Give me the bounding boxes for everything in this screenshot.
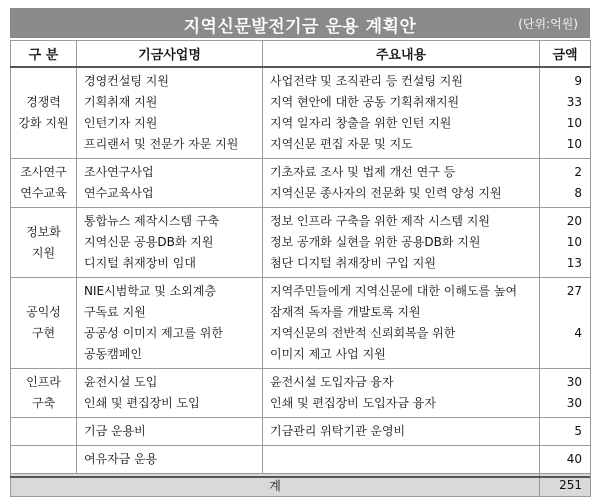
content-text: 지역 현안에 대한 공동 기획취재지원: [270, 95, 460, 109]
amount-value: 2: [574, 165, 582, 179]
total-amount: 251: [540, 474, 591, 497]
content-cell: [263, 278, 540, 369]
amount-value: 8: [574, 186, 582, 200]
group-row: [11, 278, 591, 369]
project-name: 경영컨설팅 지원: [84, 74, 169, 88]
simple-row: [11, 418, 591, 446]
content-text: 기금관리 위탁기관 운영비: [270, 424, 406, 438]
amount-cell: [540, 159, 591, 208]
amount-cell: [540, 208, 591, 278]
amount-value: 40: [566, 452, 582, 466]
project-cell: [77, 208, 263, 278]
project-name: 기금 운용비: [84, 424, 146, 438]
amount-cell: [540, 446, 591, 474]
content-text: 잠재적 독자를 개발토록 지원: [270, 305, 421, 319]
amount-value: 10: [566, 137, 582, 151]
project-name: 연수교육사업: [84, 186, 154, 200]
amount-spacer: [540, 302, 582, 323]
project-cell: [77, 418, 263, 446]
total-label: 계: [11, 474, 540, 497]
title-bar: [10, 8, 590, 38]
project-name: 공동캠페인: [84, 347, 142, 361]
category-label: 지원: [31, 245, 56, 260]
content-cell: [263, 369, 540, 418]
category-label: 구현: [31, 326, 56, 340]
content-cell: [263, 67, 540, 159]
bottom-rule: [10, 476, 590, 478]
content-text: 사업전략 및 조직관리 등 컨설팅 지원: [270, 74, 463, 88]
project-name: NIE시범학교 및 소외계층: [84, 284, 217, 298]
group-row: [11, 159, 591, 208]
content-text: 정보 인프라 구축을 위한 제작 시스템 지원: [270, 214, 490, 228]
header-content: 주요내용: [263, 41, 540, 68]
project-name: 인쇄 및 편집장비 도입: [84, 396, 200, 410]
content-text: 지역신문 편집 자문 및 지도: [270, 137, 413, 151]
category-label: 강화 지원: [18, 116, 69, 130]
project-name: 윤전시설 도입: [84, 375, 158, 389]
content-cell: [263, 208, 540, 278]
project-name: 프리랜서 및 전문가 자문 지원: [84, 137, 239, 151]
content-text: 지역신문의 전반적 신뢰회복을 위한: [270, 326, 456, 340]
amount-cell: [540, 418, 591, 446]
content-cell: [263, 418, 540, 446]
project-name: 디지털 취재장비 임대: [84, 256, 196, 270]
amount-value: 33: [566, 95, 582, 109]
amount-value: 27: [566, 284, 582, 298]
amount-value: 20: [566, 214, 582, 228]
header-amount: 금액: [540, 41, 591, 68]
category-cell: [11, 159, 77, 208]
document-title: 지역신문발전기금 운용 계획안: [183, 17, 417, 37]
project-name: 여유자금 운용: [84, 452, 158, 466]
content-text: 지역주민들에게 지역신문에 대한 이해도를 높여: [270, 284, 518, 298]
amount-cell: [540, 369, 591, 418]
category-label: 구축: [31, 396, 56, 410]
category-label: 조사연구: [20, 165, 67, 179]
category-cell: [11, 369, 77, 418]
header-category: 구 분: [11, 41, 77, 68]
group-row: [11, 67, 591, 159]
project-name: 지역신문 공용DB화 지원: [84, 235, 214, 249]
category-label: 정보화: [26, 224, 61, 239]
category-cell: [11, 418, 77, 446]
project-cell: [77, 67, 263, 159]
category-label: 인프라: [26, 375, 61, 389]
amount-value: 30: [566, 375, 582, 389]
content-text: 지역 일자리 창출을 위한 인턴 지원: [270, 116, 452, 130]
header-row: [11, 41, 591, 68]
category-label: 경쟁력: [26, 95, 61, 109]
content-cell: [263, 446, 540, 474]
amount-value: 5: [574, 424, 582, 438]
header-project: 기금사업명: [77, 41, 263, 68]
project-name: 인턴기자 지원: [84, 116, 158, 130]
project-cell: [77, 159, 263, 208]
amount-value: 4: [574, 326, 582, 340]
group-row: [11, 369, 591, 418]
amount-value: 10: [566, 235, 582, 249]
group-row: [11, 208, 591, 278]
project-name: 통합뉴스 제작시스템 구축: [84, 214, 220, 228]
content-text: 첨단 디지털 취재장비 구입 지원: [270, 256, 436, 270]
content-text: 정보 공개화 실현을 위한 공용DB화 지원: [270, 235, 481, 249]
content-cell: [263, 159, 540, 208]
amount-value: 9: [574, 74, 582, 88]
category-cell: [11, 446, 77, 474]
project-name: 구독료 지원: [84, 305, 146, 319]
category-label: 공익성: [26, 305, 61, 319]
simple-row: [11, 446, 591, 474]
amount-spacer: [540, 344, 582, 365]
category-cell: [11, 67, 77, 159]
project-cell: [77, 278, 263, 369]
table-body: [11, 67, 591, 497]
project-cell: [77, 446, 263, 474]
amount-cell: [540, 67, 591, 159]
content-text: 이미지 제고 사업 지원: [270, 347, 386, 361]
project-name: 기획취재 지원: [84, 95, 158, 109]
content-text: 인쇄 및 편집장비 도입자금 융자: [270, 396, 436, 410]
category-cell: [11, 278, 77, 369]
amount-cell: [540, 278, 591, 369]
unit-label: (단위:억원): [518, 17, 578, 31]
content-text: 지역신문 종사자의 전문화 및 인력 양성 지원: [270, 186, 502, 200]
category-label: 연수교육: [20, 186, 67, 200]
category-cell: [11, 208, 77, 278]
project-name: 조사연구사업: [84, 165, 154, 179]
content-spacer: [270, 449, 539, 470]
amount-value: 10: [566, 116, 582, 130]
plan-table: [10, 40, 591, 497]
project-cell: [77, 369, 263, 418]
content-text: 기초자료 조사 및 법제 개선 연구 등: [270, 165, 456, 179]
amount-value: 13: [566, 256, 582, 270]
amount-value: 30: [566, 396, 582, 410]
content-text: 윤전시설 도입자금 융자: [270, 375, 394, 389]
project-name: 공공성 이미지 제고를 위한: [84, 326, 223, 340]
